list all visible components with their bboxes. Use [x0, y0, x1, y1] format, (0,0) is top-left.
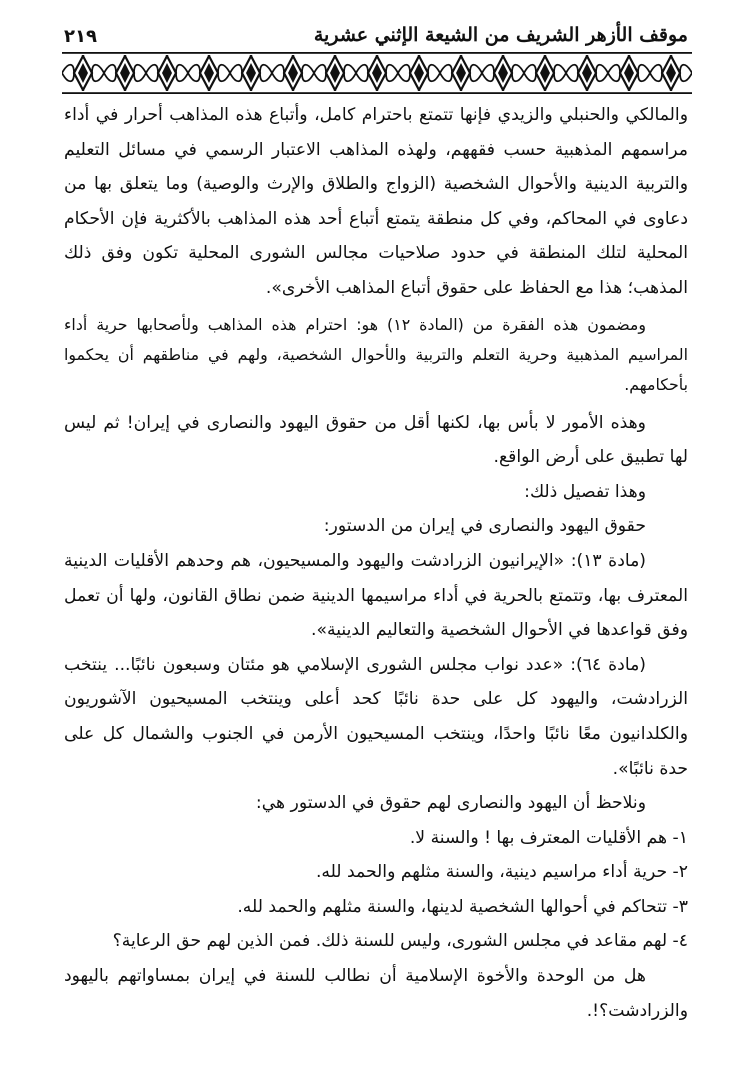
main-text [64, 98, 688, 1028]
running-title: موقف الأزهر الشريف من الشيعة الإثني عشرية [313, 24, 688, 46]
ornament-svg [62, 52, 692, 94]
paragraph-2: ومضمون هذه الفقرة من (المادة ١٢) هو: احترام هذه المذاهب ولأصحابها حرية أداء المراسيم المذهبية وحرية التعلم والتربية والأحوال الشخصية، ولهم في مناطقهم أن يحكموا بأحكامهم. [64, 314, 688, 394]
list-item: ١- هم الأقليات المعترف بها ! والسنة لا. [409, 827, 688, 848]
paragraph-3: وهذه الأمور لا بأس بها، لكنها أقل من حقوق اليهود والنصارى في إيران! ثم ليس لها تطبيق على أرض الواقع. [64, 412, 688, 468]
page-number: ٢١٩ [64, 26, 97, 47]
paragraph-6: (مادة ١٣): «الإيرانيون الزرادشت واليهود والمسيحيون، هم وحدهم الأقليات الدينية المعترف بها، وتتمتع بالحرية في أداء مراسيمها الدينية ضمن نطاق القانون، ولها أن تعمل وفق قواعدها في الأحوال الشخصية والتعاليم الدينية». [64, 550, 688, 641]
summary-block [64, 310, 688, 400]
list-item: ٤- لهم مقاعد في مجلس الشورى، وليس للسنة ذلك. فمن الذين لهم حق الرعاية؟ [112, 931, 688, 952]
paragraph-4: وهذا تفصيل ذلك: [524, 481, 646, 502]
paragraph-9: هل من الوحدة والأخوة الإسلامية أن نطالب للسنة في إيران بمساواتهم باليهود والزرادشت؟!. [64, 966, 688, 1021]
decorative-border-icon [62, 52, 692, 94]
list-item: ٣- تتحاكم في أحوالها الشخصية لدينها، والسنة مثلهم والحمد لله. [237, 896, 688, 917]
paragraph-5: حقوق اليهود والنصارى في إيران من الدستور: [323, 516, 646, 537]
page-header [64, 22, 688, 54]
paragraph-1: والمالكي والحنبلي والزيدي فإنها تتمتع باحترام كامل، وأتباع هذه المذاهب أحرار في أداء مراسمهم المذهبية حسب فقههم، ولهذه المذاهب الاعتبار الرسمي في مسائل التعليم والتربية الدينية والأحوال الشخصية (الزواج والطلاق والإرث والوصية) وما يتعلق بها من دعاوى في المحاكم، وفي كل منطقة يتمتع أتباع أحد هذه المذاهب بالأكثرية فإن الأحكام المحلية لتلك المنطقة في حدود صلاحيات مجالس الشورى المحلية تكون وفق ذلك المذهب؛ هذا مع الحفاظ على حقوق أتباع المذاهب الأخرى». [64, 105, 688, 298]
paragraph-7: (مادة ٦٤): «عدد نواب مجلس الشورى الإسلامي هو مئتان وسبعون نائبًا... ينتخب الزرادشت، واليهود كل على حدة نائبًا كحد أعلى وينتخب المسيحيون الآشوريون والكلدانيون معًا نائبًا واحدًا، وينتخب المسيحيون الأرمن في الجنوب والشمال كل على حدة نائبًا». [64, 654, 688, 779]
paragraph-8: ونلاحظ أن اليهود والنصارى لهم حقوق في الدستور هي: [255, 793, 646, 814]
list-item: ٢- حرية أداء مراسيم دينية، والسنة مثلهم والحمد لله. [315, 862, 688, 883]
